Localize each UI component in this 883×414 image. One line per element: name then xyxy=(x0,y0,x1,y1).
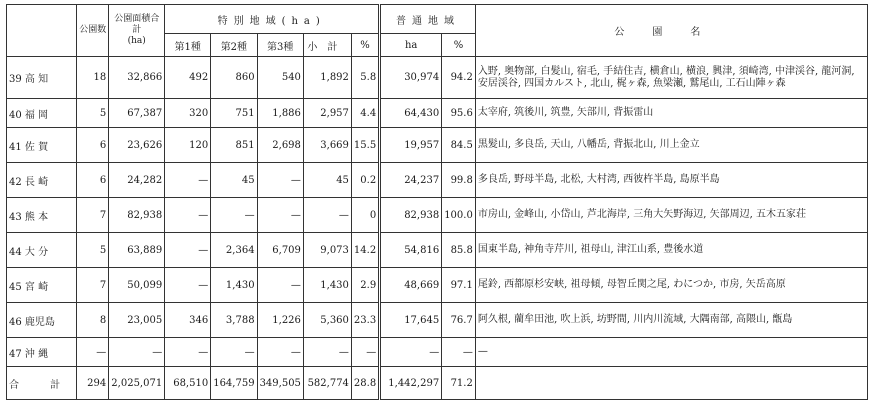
normal-ha-cell: 17,645 xyxy=(380,303,442,338)
count-cell: 7 xyxy=(77,268,109,303)
class2-cell: 45 xyxy=(211,163,257,198)
park-names-cell: 黒髪山, 多良岳, 天山, 八幡岳, 背振北山, 川上金立 xyxy=(475,128,867,163)
total-class1-cell: 68,510 xyxy=(165,367,211,400)
park-names-header: 公園名 xyxy=(475,5,867,57)
normal-ha-cell: 54,816 xyxy=(380,233,442,268)
normal-pct-cell: 99.8 xyxy=(442,163,476,198)
table-row xyxy=(7,268,868,303)
park-names-cell: — xyxy=(475,338,867,367)
special-pct-cell: 0 xyxy=(351,198,379,233)
class2-cell: 851 xyxy=(211,128,257,163)
class1-cell: 320 xyxy=(165,99,211,128)
normal-area-header: 普通地域 xyxy=(380,5,476,34)
area-cell: 23,626 xyxy=(109,128,165,163)
prefecture-cell: 47 沖 縄 xyxy=(7,338,77,367)
total-count-cell: 294 xyxy=(77,367,109,400)
count-cell: 5 xyxy=(77,233,109,268)
special-pct-cell: 15.5 xyxy=(351,128,379,163)
area-cell: 63,889 xyxy=(109,233,165,268)
prefecture-cell: 44 大 分 xyxy=(7,233,77,268)
area-cell: 23,005 xyxy=(109,303,165,338)
count-cell: 18 xyxy=(77,57,109,99)
park-names-cell: 尾鈴, 西都原杉安峡, 祖母傾, 母智丘関之尾, わにつか, 市房, 矢岳高原 xyxy=(475,268,867,303)
class3-cell: — xyxy=(257,163,303,198)
class2-cell: 2,364 xyxy=(211,233,257,268)
total-class3-cell: 349,505 xyxy=(257,367,303,400)
total-normal-ha-cell: 1,442,297 xyxy=(380,367,442,400)
class2-cell: 3,788 xyxy=(211,303,257,338)
subtotal-cell: 1,430 xyxy=(303,268,351,303)
subtotal-cell: — xyxy=(303,198,351,233)
normal-ha-cell: 82,938 xyxy=(380,198,442,233)
subtotal-cell: 1,892 xyxy=(303,57,351,99)
special-pct-cell: — xyxy=(351,338,379,367)
subtotal-cell: — xyxy=(303,338,351,367)
class2-cell: 751 xyxy=(211,99,257,128)
table-row xyxy=(7,198,868,233)
subtotal-cell: 3,669 xyxy=(303,128,351,163)
park-names-cell: 太宰府, 筑後川, 筑豊, 矢部川, 背振雷山 xyxy=(475,99,867,128)
normal-pct-cell: 97.1 xyxy=(442,268,476,303)
class1-cell: — xyxy=(165,268,211,303)
prefecture-cell: 46 鹿児島 xyxy=(7,303,77,338)
total-park-names-cell xyxy=(475,367,867,400)
count-cell: 6 xyxy=(77,128,109,163)
special-pct-cell: 5.8 xyxy=(351,57,379,99)
park-names-cell: 国東半島, 神角寺芹川, 祖母山, 津江山系, 豊後水道 xyxy=(475,233,867,268)
normal-pct-cell: 94.2 xyxy=(442,57,476,99)
table-row xyxy=(7,233,868,268)
class2-cell: — xyxy=(211,198,257,233)
class3-header: 第3種 xyxy=(257,34,303,57)
park-names-cell: 入野, 奥物部, 白髪山, 宿毛, 手結住吉, 横倉山, 横浪, 興津, 須崎湾, 中津渓谷, 龍河洞, 安居渓谷, 四国カルスト, 北山, 梶ヶ森, 魚梁瀬, 鷲尾山, 工石山陣ヶ森 xyxy=(475,57,867,99)
area-cell: 24,282 xyxy=(109,163,165,198)
park-names-cell: 多良岳, 野母半島, 北松, 大村湾, 西彼杵半島, 島原半島 xyxy=(475,163,867,198)
table-row xyxy=(7,303,868,338)
subtotal-cell: 45 xyxy=(303,163,351,198)
count-cell: 7 xyxy=(77,198,109,233)
header-row-1 xyxy=(7,5,868,34)
area-cell: 32,866 xyxy=(109,57,165,99)
class1-cell: — xyxy=(165,233,211,268)
class3-cell: 1,226 xyxy=(257,303,303,338)
normal-pct-cell: 84.5 xyxy=(442,128,476,163)
total-special-pct-cell: 28.8 xyxy=(351,367,379,400)
class1-cell: — xyxy=(165,198,211,233)
subtotal-header: 小計 xyxy=(303,34,351,57)
special-pct-cell: 0.2 xyxy=(351,163,379,198)
class3-cell: 540 xyxy=(257,57,303,99)
normal-pct-cell: 85.8 xyxy=(442,233,476,268)
area-cell: 50,099 xyxy=(109,268,165,303)
park-names-cell: 阿久根, 藺牟田池, 吹上浜, 坊野間, 川内川流域, 大隅南部, 高隈山, 甑島 xyxy=(475,303,867,338)
normal-ha-cell: 48,669 xyxy=(380,268,442,303)
count-cell: 8 xyxy=(77,303,109,338)
total-row xyxy=(7,367,868,400)
park-names-cell: 市房山, 金峰山, 小岱山, 芦北海岸, 三角大矢野海辺, 矢部周辺, 五木五家荘 xyxy=(475,198,867,233)
class2-cell: 1,430 xyxy=(211,268,257,303)
class1-cell: — xyxy=(165,163,211,198)
normal-ha-header: ha xyxy=(380,34,442,57)
special-pct-header: % xyxy=(351,34,379,57)
special-area-header: 特別地域(ha) xyxy=(165,5,380,34)
class1-header: 第1種 xyxy=(165,34,211,57)
normal-pct-header: % xyxy=(442,34,476,57)
prefecture-cell: 39 高 知 xyxy=(7,57,77,99)
normal-ha-cell: 24,237 xyxy=(380,163,442,198)
subtotal-cell: 2,957 xyxy=(303,99,351,128)
class1-cell: 120 xyxy=(165,128,211,163)
class3-cell: 6,709 xyxy=(257,233,303,268)
subtotal-cell: 5,360 xyxy=(303,303,351,338)
class2-cell: — xyxy=(211,338,257,367)
prefectural-park-table xyxy=(6,4,868,400)
class1-cell: 346 xyxy=(165,303,211,338)
area-cell: 82,938 xyxy=(109,198,165,233)
park-count-header: 公園数 xyxy=(77,5,109,57)
count-cell: — xyxy=(77,338,109,367)
normal-ha-cell: — xyxy=(380,338,442,367)
special-pct-cell: 23.3 xyxy=(351,303,379,338)
total-area-cell: 2,025,071 xyxy=(109,367,165,400)
normal-pct-cell: — xyxy=(442,338,476,367)
class3-cell: — xyxy=(257,338,303,367)
table-row xyxy=(7,163,868,198)
class3-cell: 1,886 xyxy=(257,99,303,128)
area-cell: — xyxy=(109,338,165,367)
normal-ha-cell: 30,974 xyxy=(380,57,442,99)
table-row xyxy=(7,338,868,367)
special-pct-cell: 4.4 xyxy=(351,99,379,128)
total-label: 合 計 xyxy=(7,367,77,400)
normal-pct-cell: 76.7 xyxy=(442,303,476,338)
special-pct-cell: 14.2 xyxy=(351,233,379,268)
normal-pct-cell: 100.0 xyxy=(442,198,476,233)
prefecture-cell: 40 福 岡 xyxy=(7,99,77,128)
class3-cell: — xyxy=(257,268,303,303)
normal-ha-cell: 19,957 xyxy=(380,128,442,163)
prefecture-header xyxy=(7,5,77,57)
table-row xyxy=(7,128,868,163)
class1-cell: — xyxy=(165,338,211,367)
class2-cell: 860 xyxy=(211,57,257,99)
total-subtotal-cell: 582,774 xyxy=(303,367,351,400)
normal-ha-cell: 64,430 xyxy=(380,99,442,128)
prefecture-cell: 42 長 崎 xyxy=(7,163,77,198)
subtotal-cell: 9,073 xyxy=(303,233,351,268)
class3-cell: 2,698 xyxy=(257,128,303,163)
class3-cell: — xyxy=(257,198,303,233)
total-class2-cell: 164,759 xyxy=(211,367,257,400)
table-row xyxy=(7,99,868,128)
count-cell: 5 xyxy=(77,99,109,128)
prefecture-cell: 45 宮 崎 xyxy=(7,268,77,303)
total-normal-pct-cell: 71.2 xyxy=(442,367,476,400)
class1-cell: 492 xyxy=(165,57,211,99)
normal-pct-cell: 95.6 xyxy=(442,99,476,128)
park-area-header: 公園面積合計 (ha) xyxy=(109,5,165,57)
count-cell: 6 xyxy=(77,163,109,198)
prefecture-cell: 43 熊 本 xyxy=(7,198,77,233)
table-row xyxy=(7,57,868,99)
special-pct-cell: 2.9 xyxy=(351,268,379,303)
prefecture-cell: 41 佐 賀 xyxy=(7,128,77,163)
class2-header: 第2種 xyxy=(211,34,257,57)
area-cell: 67,387 xyxy=(109,99,165,128)
